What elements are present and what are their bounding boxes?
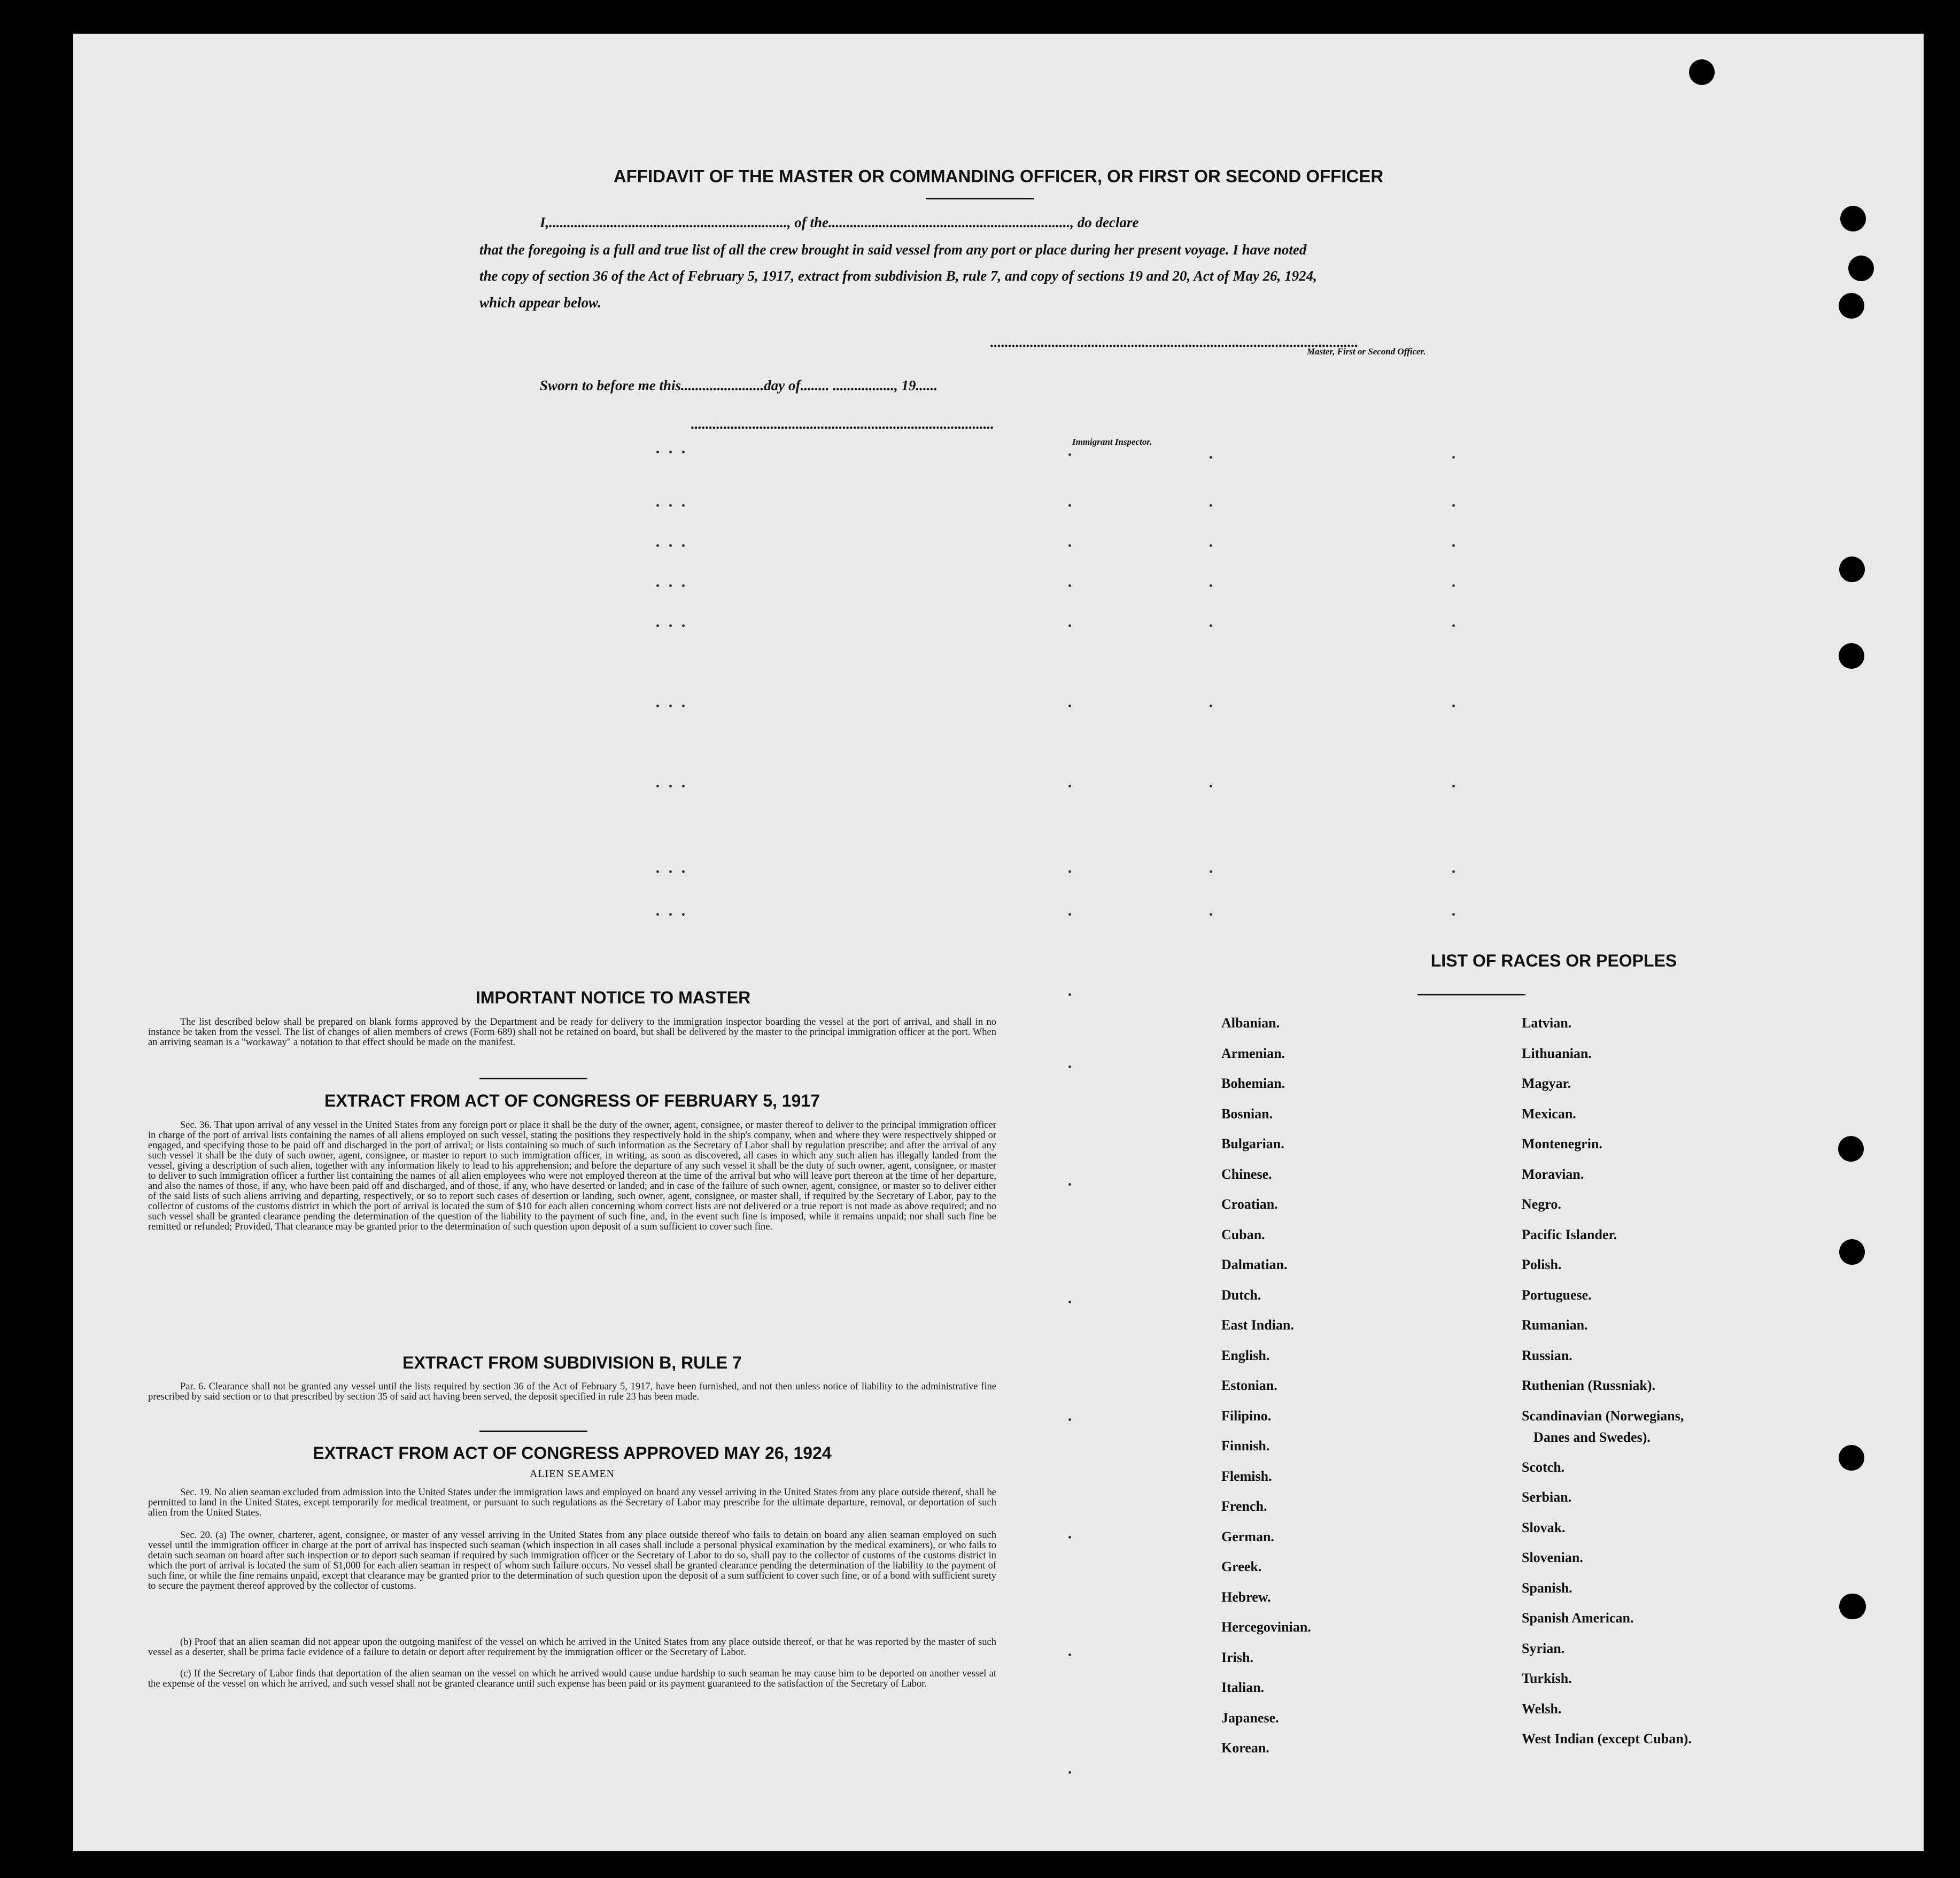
punch-hole: [1840, 206, 1866, 231]
race-item: Slovak.: [1522, 1519, 1566, 1535]
column-dot: [1452, 785, 1455, 787]
signature-line: ......................................................................................................: [990, 334, 1358, 350]
column-dot: [1210, 705, 1212, 707]
races-title: LIST OF RACES OR PEOPLES: [1430, 951, 1677, 970]
inspector-line: ....................................................................................: [691, 416, 994, 432]
race-item: Bohemian.: [1221, 1076, 1285, 1091]
punch-hole: [1838, 1136, 1864, 1162]
race-item: Albanian.: [1221, 1015, 1280, 1031]
column-dot: [1068, 504, 1071, 507]
column-dot: [1452, 584, 1455, 587]
column-dot: [682, 451, 685, 453]
race-item: Russian.: [1522, 1347, 1572, 1363]
race-item: Magyar.: [1522, 1076, 1571, 1091]
column-dot: [1068, 913, 1071, 916]
column-dot: [656, 624, 659, 627]
column-dot: [682, 584, 685, 587]
rule7-text: Par. 6. Clearance shall not be granted any vessel until the lists required by section 36 of the Act of February 5, 1917, have been furnished, and not then unless notice of liability to the administrative fine prescribed by said section or to that prescribed by section 35 of said act having been served, the deposit specified in rule 23 has been made.: [148, 1381, 996, 1402]
extract-1917-text: Sec. 36. That upon arrival of any vessel in the United States from any foreign port or place it shall be the duty of the owner, agent, consignee, or master thereof to deliver to the principal immigration officer in charge of the port of arrival lists containing the names of all aliens employed on such vessel, stating the positions they respectively hold in the ship's company, when and where they were respectively shipped or engaged, and specifying those to be paid off and discharged in the port of arrival; or lists containing so much of such information as the Secretary of Labor shall by regulation prescribe; and after the arrival of any such vessel it shall be the duty of such owner, agent, consignee, or master to report to such immigration officer, in writing, as soon as discovered, all cases in which any such alien has illegally landed from the vessel, giving a description of such alien, together with any information likely to lead to his apprehension; and before the departure of any such vessel it shall be the duty of such owner, agent, consignee, or master to deliver to such immigration officer a further list containing the names of all alien employees who were not employed thereon at the time of the arrival but who will leave port thereon at the time of her departure, and also the names of those, if any, who have been paid off and discharged, and of those, if any, who have deserted or landed; and in case of the failure of such owner, agent, consignee, or master so to deliver either of the said lists of such aliens arriving and departing, respectively, or so to report such cases of desertion or landing, such owner, agent, consignee, or master shall, if required by the Secretary of Labor, pay to the collector of customs of the customs district in which the port of arrival is located the sum of $10 for each alien concerning whom correct lists are not delivered or a true report is not made as above required; and no such vessel shall be granted clearance pending the determination of the question of the liability to the payment of such fine, and, in the event such fine is imposed, while it remains unpaid; nor shall such fine be remitted or refunded; Provided, That clearance may be granted prior to the determination of such question upon deposit of a sum sufficient to cover such fine.: [148, 1120, 996, 1232]
punch-hole: [1848, 256, 1874, 281]
column-dot: [656, 451, 659, 453]
column-dot: [1210, 624, 1212, 627]
race-item: Chinese.: [1221, 1166, 1272, 1182]
race-item: Polish.: [1522, 1257, 1562, 1272]
affidavit-line-4: which appear below.: [479, 295, 601, 311]
affidavit-title: AFFIDAVIT OF THE MASTER OR COMMANDING OFFICER, OR FIRST OR SECOND OFFICER: [613, 166, 1384, 186]
race-item: Bulgarian.: [1221, 1136, 1284, 1151]
column-dot: [1068, 624, 1071, 627]
alien-seamen-subtitle: ALIEN SEAMEN: [529, 1468, 615, 1480]
race-item: Irish.: [1221, 1649, 1253, 1665]
column-dot: [1068, 584, 1071, 587]
rule7-title: EXTRACT FROM SUBDIVISION B, RULE 7: [402, 1353, 742, 1372]
extract-1917-title: EXTRACT FROM ACT OF CONGRESS OF FEBRUARY 5, 1917: [324, 1091, 820, 1110]
signature-caption: Master, First or Second Officer.: [1307, 346, 1426, 357]
column-dot: [656, 584, 659, 587]
extract-1924-sec20a: Sec. 20. (a) The owner, charterer, agent, consignee, or master of any vessel arriving in the United States from any place outside thereof who fails to detain on board any alien seaman employed on such vessel until the immigration officer in charge at the port of arrival has inspected such seaman (which inspection in all cases shall include a personal physical examination by the medical examiners), or who fails to detain such seaman on board after such inspection or to deport such seaman if required by such immigration officer or the Secretary of Labor to do so, shall pay to the collector of customs of the customs district in which the port of arrival is located the sum of $1,000 for each alien seaman in respect of whom such failure occurs. No vessel shall be granted clearance pending the determination of the liability to the payment of such fine, or while the fine remains unpaid, except that clearance may be granted prior to the determination of such question upon the deposit of a sum sufficient to cover such fine, or of a bond with sufficient surety to secure the payment thereof approved by the collector of customs.: [148, 1530, 996, 1591]
column-dot: [1452, 544, 1455, 547]
race-item: Portuguese.: [1522, 1287, 1592, 1303]
column-dot: [669, 785, 672, 787]
race-item: English.: [1221, 1347, 1270, 1363]
race-item: Hebrew.: [1221, 1589, 1271, 1605]
column-dot: [669, 544, 672, 547]
race-item: Croatian.: [1221, 1196, 1278, 1212]
race-item: Turkish.: [1522, 1671, 1572, 1686]
race-item: Cuban.: [1221, 1226, 1265, 1242]
punch-hole: [1689, 59, 1715, 85]
race-item: Latvian.: [1522, 1015, 1572, 1031]
race-item: Syrian.: [1522, 1640, 1565, 1656]
race-item: Montenegrin.: [1522, 1136, 1602, 1151]
affidavit-line-1: I,.................................................................., of the..................................................................., do declare: [540, 214, 1139, 230]
column-dot: [656, 785, 659, 787]
column-dot: [1210, 785, 1212, 787]
races-rule: [1417, 994, 1525, 995]
column-dot: [1210, 913, 1212, 916]
column-dot: [656, 870, 659, 873]
column-dot: [656, 913, 659, 916]
punch-hole: [1839, 1594, 1865, 1619]
punch-hole: [1839, 643, 1864, 669]
race-item: East Indian.: [1221, 1317, 1294, 1333]
extract-1924-sec20c: (c) If the Secretary of Labor finds that deportation of the alien seaman on the vessel on which he arrived would cause undue hardship to such seaman he may cause him to be deported on another vessel at the expense of the vessel on which he arrived, and such vessel shall not be granted clearance until such expense has been paid or its payment guaranteed to the satisfaction of the Secretary of Labor.: [148, 1668, 996, 1689]
column-dot: [1068, 1065, 1071, 1068]
column-dot: [656, 504, 659, 507]
column-dot: [669, 913, 672, 916]
column-dot: [682, 785, 685, 787]
race-item: Japanese.: [1221, 1710, 1279, 1726]
race-item: French.: [1221, 1498, 1267, 1514]
column-dot: [1210, 504, 1212, 507]
column-dot: [1210, 544, 1212, 547]
race-item: Filipino.: [1221, 1408, 1272, 1424]
race-item: Spanish.: [1522, 1580, 1572, 1596]
punch-hole: [1839, 293, 1864, 319]
notice-text: The list described below shall be prepared on blank forms approved by the Department and be ready for delivery to the immigration inspector boarding the vessel at the port of arrival, and shall in no instance be taken from the vessel. The list of changes of alien members of crews (Form 689) shall not be retained on board, but shall be delivered by the master to the principal immigration officer at the port. When an arriving seaman is a "workaway" a notation to that effect should be made on the manifest.: [148, 1017, 996, 1048]
notice-rule: [479, 1078, 587, 1079]
race-item: German.: [1221, 1528, 1274, 1544]
race-item: Slovenian.: [1522, 1550, 1583, 1565]
column-dot: [682, 624, 685, 627]
column-dot: [1068, 870, 1071, 873]
column-dot: [1210, 584, 1212, 587]
column-dot: [1068, 544, 1071, 547]
races-right-column: [1522, 1008, 1692, 1755]
race-item: Scandinavian (Norwegians,: [1522, 1408, 1684, 1424]
race-item: Spanish American.: [1522, 1610, 1634, 1626]
race-item: Bosnian.: [1221, 1106, 1273, 1122]
punch-hole: [1839, 1445, 1864, 1471]
race-item: Pacific Islander.: [1522, 1226, 1617, 1242]
race-item: Scotch.: [1522, 1459, 1565, 1475]
column-dot: [1068, 1536, 1071, 1539]
punch-hole: [1839, 557, 1865, 582]
column-dot: [682, 504, 685, 507]
race-item: Dutch.: [1221, 1287, 1261, 1303]
affidavit-line-2: that the foregoing is a full and true list of all the crew brought in said vessel from any port or place during her present voyage. I have noted: [479, 242, 1307, 258]
column-dot: [1068, 993, 1071, 996]
race-item: Finnish.: [1221, 1438, 1270, 1454]
column-dot: [682, 544, 685, 547]
column-dot: [682, 913, 685, 916]
race-item: Hercegovinian.: [1221, 1619, 1311, 1635]
column-dot: [1210, 456, 1212, 459]
column-dot: [669, 584, 672, 587]
race-item: Dalmatian.: [1221, 1257, 1288, 1272]
column-dot: [669, 624, 672, 627]
race-item: Korean.: [1221, 1740, 1269, 1756]
column-dot: [1068, 785, 1071, 787]
column-dot: [1068, 1418, 1071, 1421]
column-dot: [669, 870, 672, 873]
race-item: Italian.: [1221, 1680, 1265, 1695]
column-dot: [1068, 453, 1071, 456]
race-item: Flemish.: [1221, 1468, 1272, 1484]
notice-title: IMPORTANT NOTICE TO MASTER: [475, 988, 751, 1007]
column-dot: [1452, 624, 1455, 627]
race-item: Armenian.: [1221, 1045, 1285, 1061]
race-item: Rumanian.: [1522, 1317, 1588, 1333]
extract-1924-sec20b: (b) Proof that an alien seaman did not appear upon the outgoing manifest of the vessel on which he arrived in the United States from any place outside thereof, or that he was reported by the master of such vessel as a deserter, shall be prima facie evidence of a failure to detain or deport after requirement by the immigration officer or the Secretary of Labor.: [148, 1637, 996, 1658]
column-dot: [1068, 1653, 1071, 1656]
column-dot: [656, 544, 659, 547]
column-dot: [1210, 870, 1212, 873]
column-dot: [669, 504, 672, 507]
race-item: West Indian (except Cuban).: [1522, 1731, 1692, 1746]
race-item: Welsh.: [1522, 1701, 1562, 1717]
column-dot: [1452, 913, 1455, 916]
punch-hole: [1839, 1239, 1865, 1265]
column-dot: [1068, 1771, 1071, 1774]
race-item: Moravian.: [1522, 1166, 1584, 1182]
race-item: Serbian.: [1522, 1489, 1572, 1505]
race-item: Negro.: [1522, 1196, 1561, 1212]
affidavit-line-3: the copy of section 36 of the Act of February 5, 1917, extract from subdivision B, rule 7, and copy of sections 19 and 20, Act of May 26, 1924,: [479, 268, 1317, 284]
sworn-line: Sworn to before me this.......................day of........ ................., 19......: [540, 377, 938, 393]
column-dot: [1068, 1183, 1071, 1186]
races-left-column: [1221, 1008, 1311, 1764]
column-dot: [669, 705, 672, 707]
column-dot: [1452, 456, 1455, 459]
column-dot: [1452, 870, 1455, 873]
extract-1924-title: EXTRACT FROM ACT OF CONGRESS APPROVED MAY 26, 1924: [313, 1443, 832, 1463]
race-item: Mexican.: [1522, 1106, 1576, 1122]
column-dot: [1068, 705, 1071, 707]
race-item: Ruthenian (Russniak).: [1522, 1378, 1655, 1393]
column-dot: [682, 870, 685, 873]
column-dot: [1068, 1301, 1071, 1303]
race-item: Estonian.: [1221, 1378, 1277, 1393]
column-dot: [1452, 705, 1455, 707]
title-rule: [926, 198, 1034, 199]
column-dot: [669, 451, 672, 453]
race-item: Danes and Swedes).: [1533, 1429, 1651, 1445]
race-item: Greek.: [1221, 1559, 1262, 1574]
document-page: [73, 34, 1924, 1851]
column-dot: [1452, 504, 1455, 507]
inspector-caption: Immigrant Inspector.: [1072, 437, 1152, 447]
race-item: Lithuanian.: [1522, 1045, 1592, 1061]
column-dot: [656, 705, 659, 707]
rule7-rule: [479, 1431, 587, 1432]
extract-1924-sec19: Sec. 19. No alien seaman excluded from admission into the United States under the immigration laws and employed on board any vessel arriving in the United States from any place outside thereof, shall be permitted to land in the United States, except temporarily for medical treatment, or pursuant to such regulations as the Secretary of Labor may prescribe for the ultimate departure, removal, or deportation of such alien from the United States.: [148, 1487, 996, 1518]
column-dot: [682, 705, 685, 707]
